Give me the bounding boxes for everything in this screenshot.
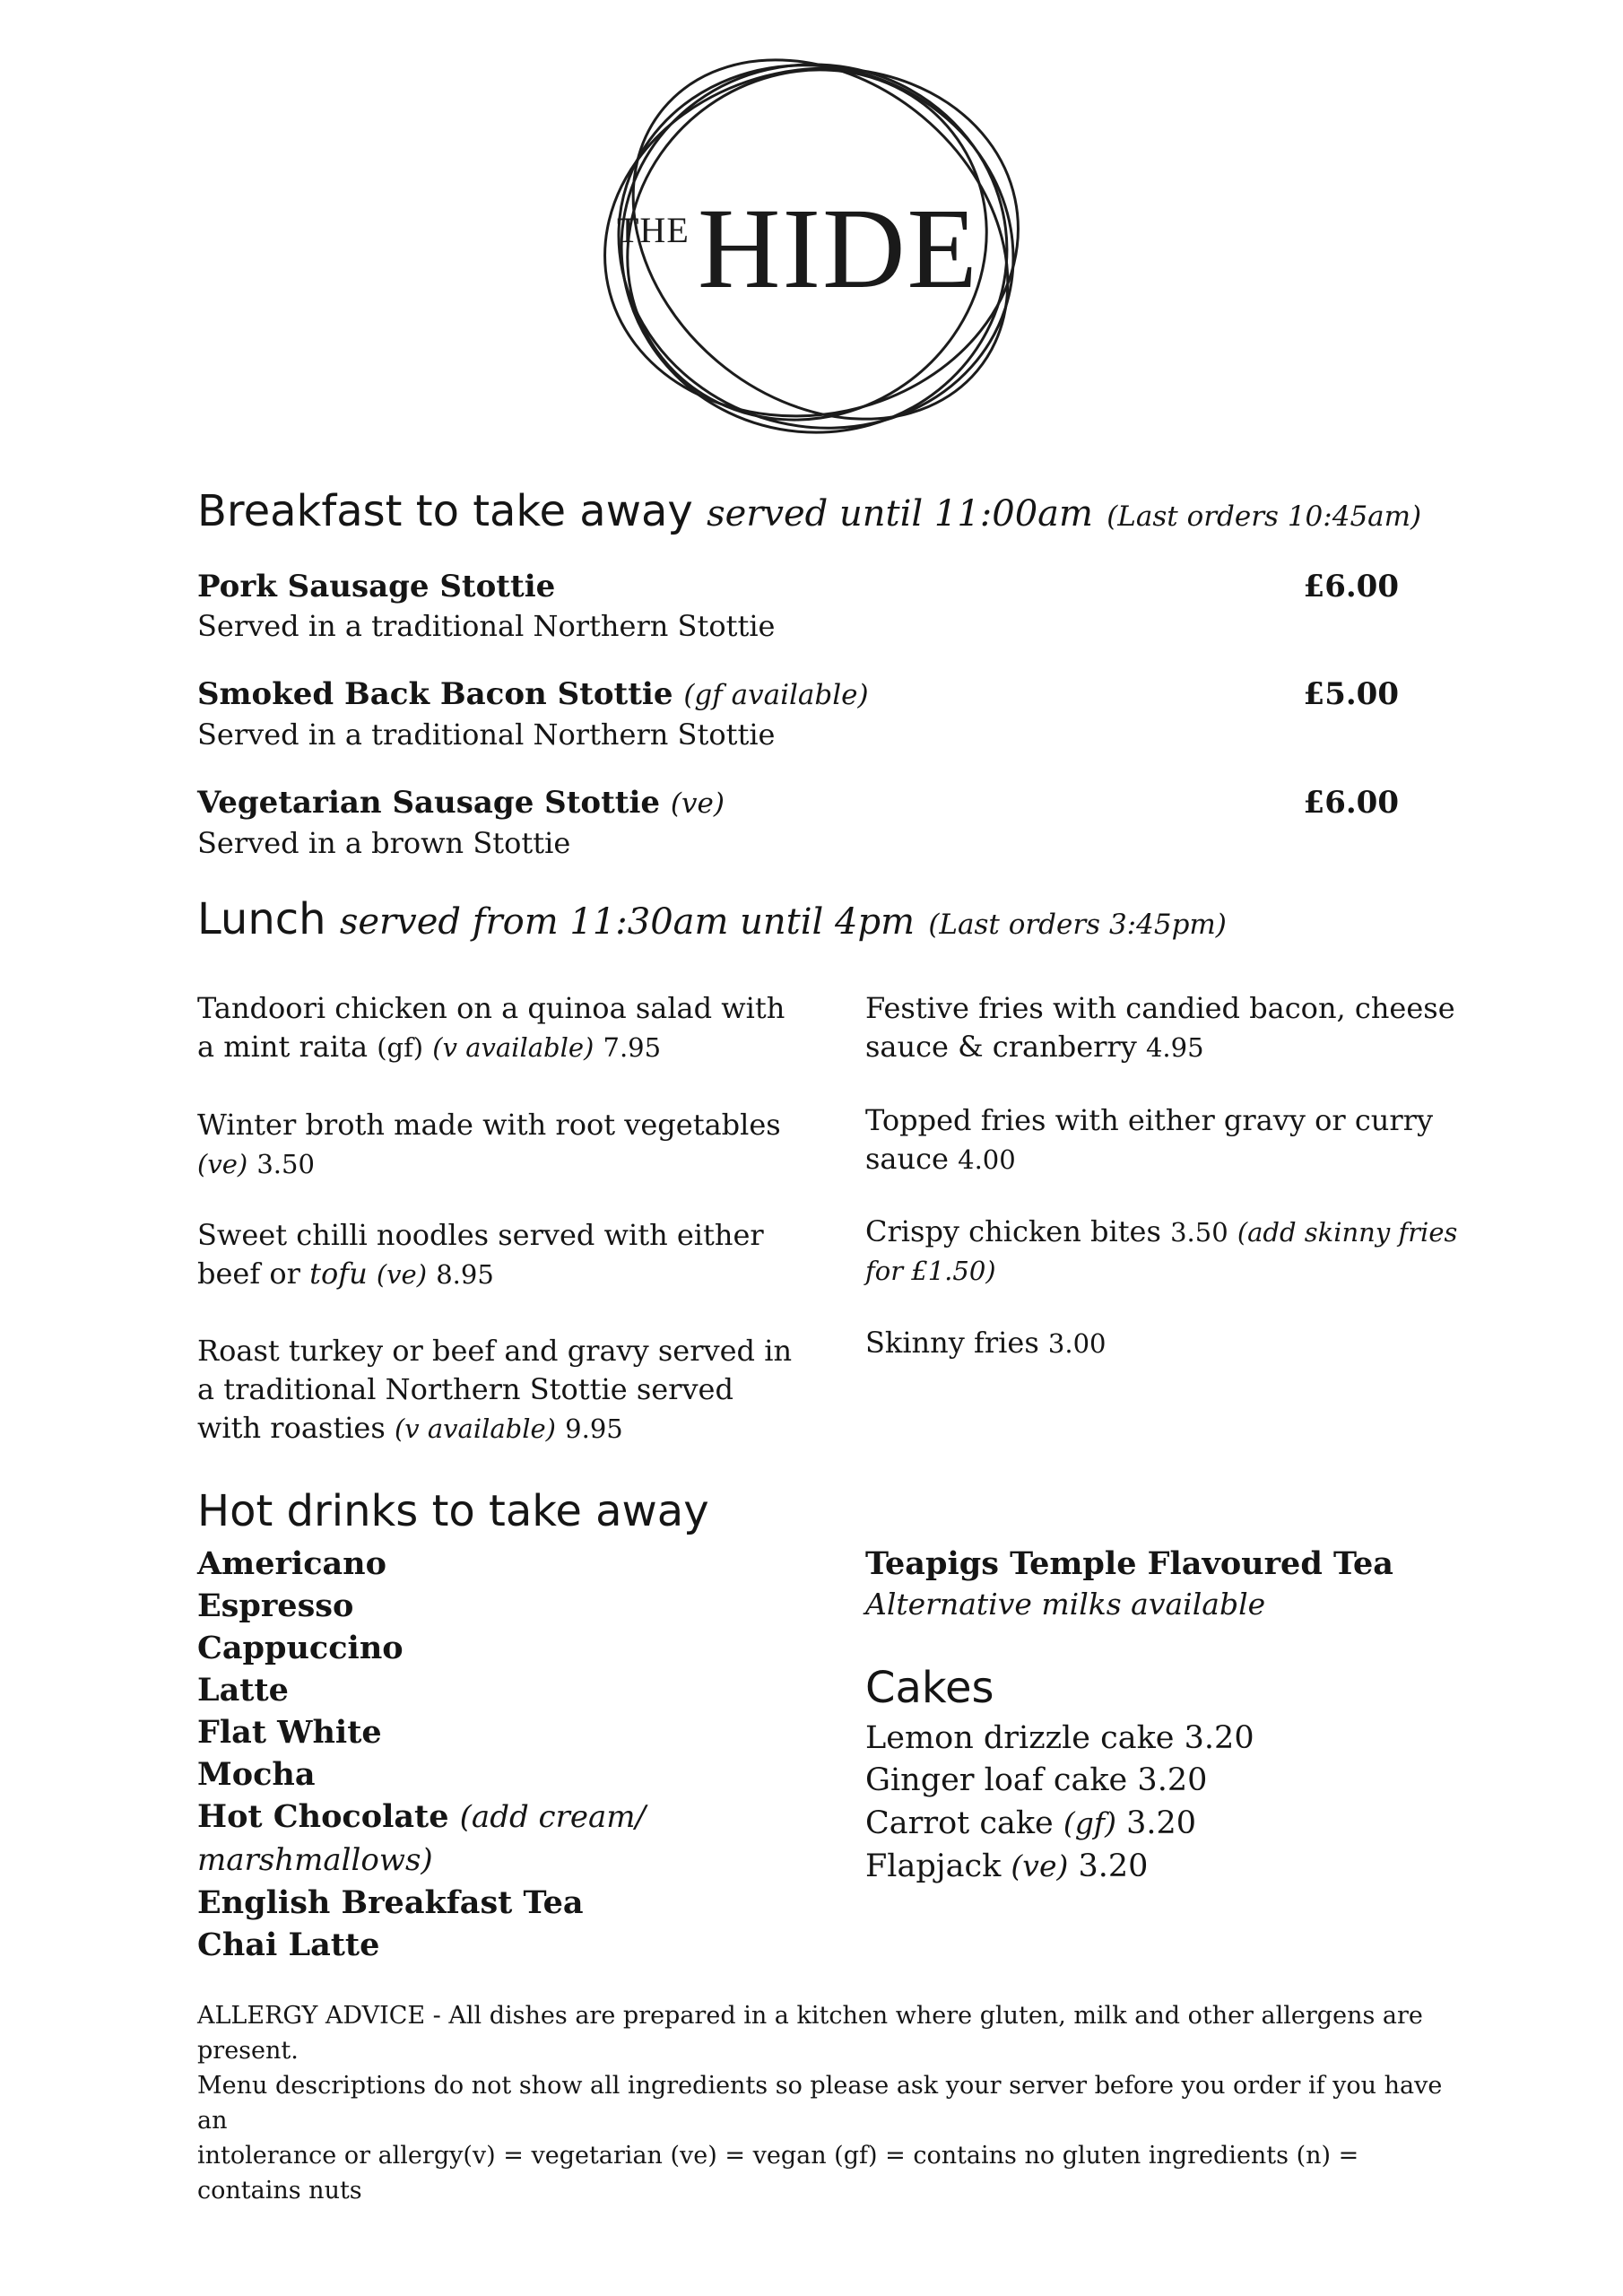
lunch-item-line: Crispy chicken bites 3.50 (add skinny fries: [865, 1214, 1458, 1248]
lunch-subtitle: served from 11:30am until 4pm: [339, 901, 916, 943]
breakfast-subtitle: served until 11:00am: [707, 493, 1093, 535]
lunch-last-orders: (Last orders 3:45pm): [928, 909, 1227, 941]
drink-item: Latte: [197, 1672, 289, 1709]
cakes-list: [865, 1718, 1493, 1888]
lunch-item-line: a traditional Northern Stottie served: [197, 1372, 733, 1406]
logo-rings: [592, 40, 1040, 444]
item-note: (gf available): [683, 679, 869, 711]
drink-item: Flat White: [197, 1714, 382, 1751]
lunch-item-line: Roast turkey or beef and gravy served in: [197, 1334, 793, 1368]
lunch-heading: [197, 892, 1227, 952]
allergy-line: intolerance or allergy(v) = vegetarian (ve) = vegan (gf) = contains no gluten ingredients (n) = contains nuts: [197, 2142, 1359, 2205]
drinks-list: [197, 1543, 825, 1966]
tea-block: [865, 1543, 1493, 1624]
lunch-item-line: for £1.50): [865, 1256, 996, 1286]
tea-item: Teapigs Temple Flavoured Tea: [865, 1545, 1393, 1582]
lunch-item: [865, 989, 1493, 1067]
item-name: Pork Sausage Stottie: [197, 569, 556, 604]
lunch-item: [197, 1106, 825, 1184]
milks-note: Alternative milks available: [865, 1587, 1266, 1622]
item-price: £6.00: [1303, 785, 1399, 821]
lunch-item: [197, 1216, 825, 1294]
item-description: Served in a traditional Northern Stottie: [197, 718, 776, 752]
cake-item: Lemon drizzle cake 3.20: [865, 1720, 1254, 1756]
drink-item: Espresso: [197, 1587, 354, 1624]
drinks-title: Hot drinks to take away: [197, 1486, 709, 1536]
breakfast-item: [197, 783, 1399, 863]
allergy-line: Menu descriptions do not show all ingredients so please ask your server before you order if you have an: [197, 2072, 1443, 2135]
item-description: Served in a brown Stottie: [197, 826, 571, 860]
breakfast-last-orders: (Last orders 10:45am): [1107, 500, 1422, 533]
item-price: £6.00: [1303, 569, 1399, 604]
lunch-item: [197, 989, 825, 1067]
drink-item-note: marshmallows): [197, 1842, 433, 1878]
allergy-advice: [197, 1998, 1453, 2208]
lunch-item-line: Skinny fries 3.00: [865, 1326, 1107, 1360]
lunch-title: Lunch: [197, 894, 326, 944]
lunch-item: [865, 1213, 1493, 1291]
lunch-item-line: Sweet chilli noodles served with either: [197, 1218, 764, 1252]
drink-item: English Breakfast Tea: [197, 1884, 584, 1921]
cake-item: Flapjack (ve) 3.20: [865, 1848, 1149, 1884]
breakfast-item: [197, 567, 1399, 646]
logo-hide-text: HIDE: [698, 185, 979, 312]
item-name: Vegetarian Sausage Stottie (ve): [197, 785, 725, 821]
lunch-item-line: Tandoori chicken on a quinoa salad with: [197, 991, 785, 1025]
breakfast-item: [197, 674, 1399, 754]
drinks-heading: [197, 1484, 709, 1538]
breakfast-heading: [197, 484, 1421, 544]
lunch-item: [865, 1101, 1493, 1179]
item-name: Smoked Back Bacon Stottie (gf available): [197, 676, 869, 712]
cakes-title: Cakes: [865, 1663, 994, 1713]
drink-item: Cappuccino: [197, 1630, 404, 1666]
drink-item: Mocha: [197, 1756, 316, 1793]
cake-item: Carrot cake (gf) 3.20: [865, 1805, 1197, 1841]
drink-item: Americano: [197, 1545, 386, 1582]
lunch-item-line: a mint raita (gf) (v available) 7.95: [197, 1030, 662, 1064]
lunch-item: [865, 1324, 1493, 1363]
lunch-item-line: Festive fries with candied bacon, cheese: [865, 991, 1455, 1025]
lunch-item: [197, 1332, 825, 1448]
lunch-item-line: beef or tofu (ve) 8.95: [197, 1257, 494, 1291]
lunch-item-line: Topped fries with either gravy or curry: [865, 1103, 1434, 1137]
lunch-item-line: (ve) 3.50: [197, 1149, 315, 1179]
drink-item: Hot Chocolate (add cream/: [197, 1798, 646, 1835]
breakfast-title: Breakfast to take away: [197, 486, 693, 536]
item-note: (ve): [670, 787, 725, 820]
drink-item: Chai Latte: [197, 1926, 380, 1963]
cake-item: Ginger loaf cake 3.20: [865, 1762, 1208, 1798]
logo-the-text: THE: [617, 210, 690, 250]
allergy-line: ALLERGY ADVICE - All dishes are prepared in a kitchen where gluten, milk and other allergens are present.: [197, 2002, 1423, 2065]
lunch-item-line: sauce 4.00: [865, 1142, 1016, 1176]
item-description: Served in a traditional Northern Stottie: [197, 609, 776, 643]
cakes-heading: [865, 1661, 994, 1715]
the-hide-logo: [592, 40, 1040, 444]
lunch-item-line: with roasties (v available) 9.95: [197, 1411, 623, 1445]
lunch-item-line: Winter broth made with root vegetables: [197, 1108, 781, 1142]
lunch-item-line: sauce & cranberry 4.95: [865, 1030, 1204, 1064]
item-price: £5.00: [1303, 676, 1399, 712]
